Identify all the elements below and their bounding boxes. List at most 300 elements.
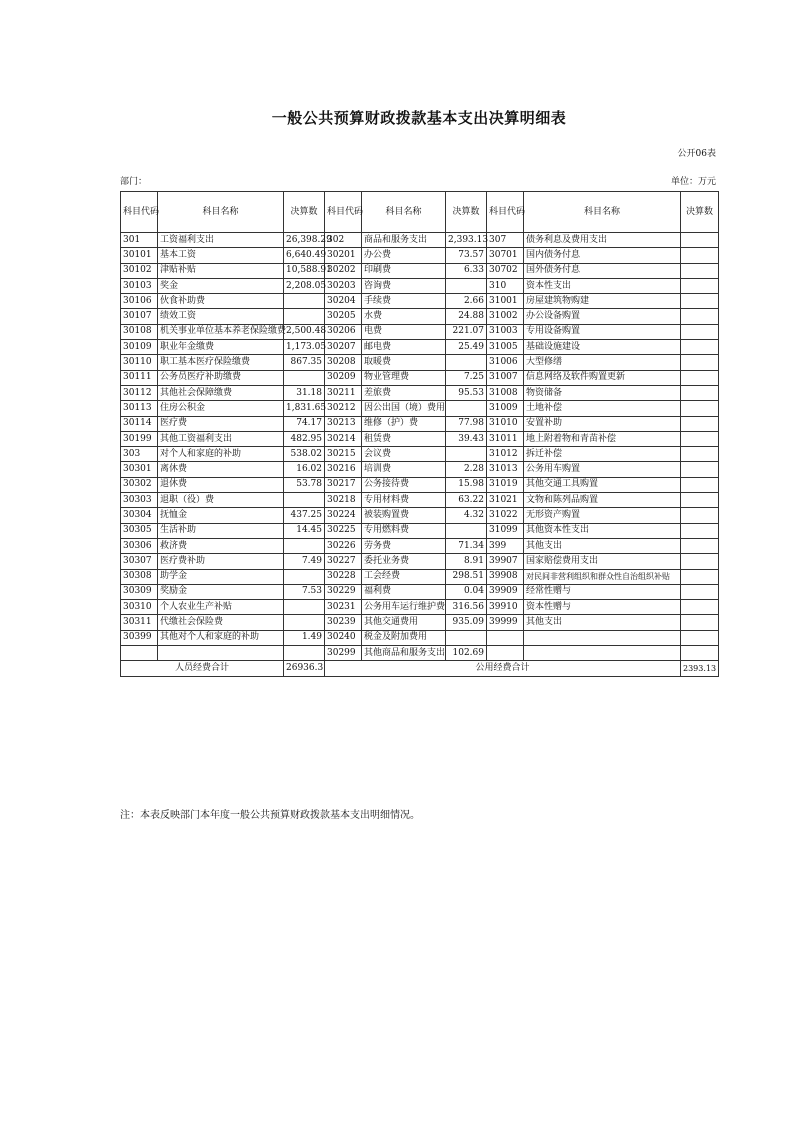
subject-code-cell: 30215 xyxy=(325,447,362,462)
table-row xyxy=(121,416,719,431)
subject-code-cell: 30299 xyxy=(325,646,362,661)
table-row xyxy=(121,523,719,538)
subject-code-cell: 31012 xyxy=(487,447,524,462)
amount-cell: 867.35 xyxy=(284,355,325,370)
table-row xyxy=(121,615,719,630)
amount-cell xyxy=(284,493,325,508)
subject-code-cell: 30103 xyxy=(121,278,158,293)
subject-name-cell: 津贴补贴 xyxy=(158,263,284,278)
subject-name-cell: 大型修缮 xyxy=(524,355,681,370)
table-row xyxy=(121,508,719,523)
amount-cell xyxy=(681,554,719,569)
subject-code-cell xyxy=(487,630,524,645)
amount-cell: 1,831.65 xyxy=(284,401,325,416)
subject-code-cell: 30303 xyxy=(121,493,158,508)
amount-cell: 15.98 xyxy=(446,477,487,492)
subject-code-cell: 31010 xyxy=(487,416,524,431)
subject-code-cell: 30214 xyxy=(325,431,362,446)
subject-code-cell: 30204 xyxy=(325,294,362,309)
table-row xyxy=(121,569,719,584)
amount-cell: 2,500.48 xyxy=(284,324,325,339)
amount-cell: 2,208.05 xyxy=(284,278,325,293)
subject-name-cell: 对民间非营利组织和群众性自治组织补贴 xyxy=(524,569,681,584)
subject-name-cell: 地上附着物和青苗补偿 xyxy=(524,431,681,446)
subject-name-cell: 电费 xyxy=(362,324,446,339)
subject-name-cell: 土地补偿 xyxy=(524,401,681,416)
amount-cell: 298.51 xyxy=(446,569,487,584)
subject-name-cell: 劳务费 xyxy=(362,538,446,553)
subject-code-cell: 31019 xyxy=(487,477,524,492)
subject-code-cell xyxy=(487,646,524,661)
subject-name-cell: 文物和陈列品购置 xyxy=(524,493,681,508)
subject-name-cell: 国外债务付息 xyxy=(524,263,681,278)
subject-code-cell: 30226 xyxy=(325,538,362,553)
subject-name-cell: 奖励金 xyxy=(158,584,284,599)
header-cell: 决算数 xyxy=(681,192,719,233)
amount-cell: 2.66 xyxy=(446,294,487,309)
amount-cell xyxy=(446,630,487,645)
amount-cell: 26,398.29 xyxy=(284,233,325,248)
amount-cell xyxy=(681,401,719,416)
table-row xyxy=(121,324,719,339)
table-row xyxy=(121,278,719,293)
subject-code-cell: 30102 xyxy=(121,263,158,278)
header-cell: 科目名称 xyxy=(158,192,284,233)
table-row xyxy=(121,385,719,400)
amount-cell: 7.49 xyxy=(284,554,325,569)
amount-cell: 437.25 xyxy=(284,508,325,523)
subject-name-cell: 福利费 xyxy=(362,584,446,599)
subject-code-cell: 30108 xyxy=(121,324,158,339)
subject-code-cell: 31003 xyxy=(487,324,524,339)
table-header-row xyxy=(121,192,719,233)
page-title: 一般公共预算财政拨款基本支出决算明细表 xyxy=(271,109,567,127)
subject-code-cell: 30228 xyxy=(325,569,362,584)
table-row xyxy=(121,294,719,309)
subject-code-cell: 30205 xyxy=(325,309,362,324)
personnel-total-label: 人员经费合计 xyxy=(121,661,284,676)
amount-cell: 935.09 xyxy=(446,615,487,630)
subject-code-cell: 31001 xyxy=(487,294,524,309)
amount-cell xyxy=(681,508,719,523)
amount-cell xyxy=(284,538,325,553)
amount-cell xyxy=(681,416,719,431)
amount-cell xyxy=(681,233,719,248)
amount-cell: 6,640.49 xyxy=(284,248,325,263)
subject-code-cell: 31009 xyxy=(487,401,524,416)
subject-name-cell: 公务接待费 xyxy=(362,477,446,492)
subject-name-cell: 生活补助 xyxy=(158,523,284,538)
amount-cell xyxy=(284,615,325,630)
subject-code-cell: 30302 xyxy=(121,477,158,492)
subject-name-cell: 手续费 xyxy=(362,294,446,309)
subject-code-cell: 303 xyxy=(121,447,158,462)
subject-name-cell: 职工基本医疗保险缴费 xyxy=(158,355,284,370)
subject-name-cell: 基础设施建设 xyxy=(524,340,681,355)
amount-cell: 6.33 xyxy=(446,263,487,278)
subject-name-cell: 抚恤金 xyxy=(158,508,284,523)
amount-cell xyxy=(681,477,719,492)
amount-cell xyxy=(681,340,719,355)
subject-code-cell: 310 xyxy=(487,278,524,293)
amount-cell: 316.56 xyxy=(446,600,487,615)
table-row xyxy=(121,248,719,263)
subject-name-cell: 办公费 xyxy=(362,248,446,263)
amount-cell xyxy=(681,615,719,630)
table-row xyxy=(121,355,719,370)
amount-cell: 2.28 xyxy=(446,462,487,477)
subject-code-cell: 30305 xyxy=(121,523,158,538)
amount-cell xyxy=(681,646,719,661)
subject-code-cell: 30111 xyxy=(121,370,158,385)
subject-code-cell: 30701 xyxy=(487,248,524,263)
table-row xyxy=(121,600,719,615)
table-row xyxy=(121,431,719,446)
header-cell: 科目名称 xyxy=(362,192,446,233)
amount-cell xyxy=(284,294,325,309)
amount-cell: 63.22 xyxy=(446,493,487,508)
subject-code-cell: 30206 xyxy=(325,324,362,339)
table-row xyxy=(121,630,719,645)
subject-name-cell: 差旅费 xyxy=(362,385,446,400)
subject-name-cell: 医疗费补助 xyxy=(158,554,284,569)
subject-code-cell: 30307 xyxy=(121,554,158,569)
subject-name-cell: 公务用车运行维护费 xyxy=(362,600,446,615)
amount-cell xyxy=(284,309,325,324)
amount-cell xyxy=(681,569,719,584)
subject-name-cell: 租赁费 xyxy=(362,431,446,446)
subject-code-cell: 30213 xyxy=(325,416,362,431)
amount-cell xyxy=(681,278,719,293)
subject-name-cell: 工资福利支出 xyxy=(158,233,284,248)
subject-code-cell: 30218 xyxy=(325,493,362,508)
subject-name-cell: 其他资本性支出 xyxy=(524,523,681,538)
table-row xyxy=(121,493,719,508)
subject-code-cell: 30308 xyxy=(121,569,158,584)
amount-cell: 71.34 xyxy=(446,538,487,553)
personnel-total-value: 26936.3 xyxy=(284,661,325,676)
amount-cell xyxy=(284,600,325,615)
subject-name-cell: 拆迁补偿 xyxy=(524,447,681,462)
subject-name-cell: 住房公积金 xyxy=(158,401,284,416)
subject-code-cell: 39908 xyxy=(487,569,524,584)
subject-name-cell: 物业管理费 xyxy=(362,370,446,385)
subject-name-cell: 其他交通费用 xyxy=(362,615,446,630)
table-row xyxy=(121,584,719,599)
subject-name-cell: 对个人和家庭的补助 xyxy=(158,447,284,462)
subject-code-cell: 301 xyxy=(121,233,158,248)
form-code: 公开06表 xyxy=(677,149,716,159)
unit-label: 单位：万元 xyxy=(670,177,716,187)
amount-cell xyxy=(446,523,487,538)
subject-code-cell: 399 xyxy=(487,538,524,553)
subject-code-cell: 30199 xyxy=(121,431,158,446)
amount-cell: 10,588.91 xyxy=(284,263,325,278)
amount-cell: 73.57 xyxy=(446,248,487,263)
subject-code-cell: 30399 xyxy=(121,630,158,645)
amount-cell: 1.49 xyxy=(284,630,325,645)
amount-cell xyxy=(284,569,325,584)
subject-name-cell: 退职（役）费 xyxy=(158,493,284,508)
table-row xyxy=(121,263,719,278)
subject-name-cell: 因公出国（境）费用 xyxy=(362,401,446,416)
subject-code-cell: 30114 xyxy=(121,416,158,431)
subject-name-cell: 水费 xyxy=(362,309,446,324)
header-cell: 科目代码 xyxy=(121,192,158,233)
subject-name-cell: 其他对个人和家庭的补助 xyxy=(158,630,284,645)
subject-code-cell: 31011 xyxy=(487,431,524,446)
subject-name-cell: 公务用车购置 xyxy=(524,462,681,477)
subject-name-cell: 委托业务费 xyxy=(362,554,446,569)
subject-name-cell: 公务员医疗补助缴费 xyxy=(158,370,284,385)
amount-cell xyxy=(681,630,719,645)
amount-cell: 221.07 xyxy=(446,324,487,339)
subject-name-cell: 专用设备购置 xyxy=(524,324,681,339)
amount-cell xyxy=(681,538,719,553)
subject-name-cell: 助学金 xyxy=(158,569,284,584)
subject-code-cell: 30109 xyxy=(121,340,158,355)
subject-code-cell: 30309 xyxy=(121,584,158,599)
amount-cell xyxy=(681,309,719,324)
subject-name-cell: 退休费 xyxy=(158,477,284,492)
table-row xyxy=(121,309,719,324)
subject-code-cell xyxy=(121,646,158,661)
header-cell: 科目代码 xyxy=(487,192,524,233)
table-row xyxy=(121,401,719,416)
amount-cell xyxy=(681,370,719,385)
subject-code-cell: 30311 xyxy=(121,615,158,630)
subject-name-cell: 被装购置费 xyxy=(362,508,446,523)
subject-name-cell: 机关事业单位基本养老保险缴费 xyxy=(158,324,284,339)
amount-cell: 14.45 xyxy=(284,523,325,538)
subject-name-cell: 经常性赠与 xyxy=(524,584,681,599)
subject-code-cell: 30107 xyxy=(121,309,158,324)
amount-cell xyxy=(681,294,719,309)
subject-code-cell: 30227 xyxy=(325,554,362,569)
subject-code-cell: 30203 xyxy=(325,278,362,293)
amount-cell: 95.53 xyxy=(446,385,487,400)
subject-name-cell: 专用材料费 xyxy=(362,493,446,508)
amount-cell: 25.49 xyxy=(446,340,487,355)
subject-code-cell: 31099 xyxy=(487,523,524,538)
subject-name-cell: 取暖费 xyxy=(362,355,446,370)
amount-cell xyxy=(681,355,719,370)
subject-name-cell: 物资储备 xyxy=(524,385,681,400)
subject-name-cell: 安置补助 xyxy=(524,416,681,431)
amount-cell xyxy=(681,600,719,615)
subject-code-cell: 30304 xyxy=(121,508,158,523)
subject-code-cell: 30113 xyxy=(121,401,158,416)
subject-code-cell: 30209 xyxy=(325,370,362,385)
subject-name-cell: 维修（护）费 xyxy=(362,416,446,431)
subject-code-cell: 31002 xyxy=(487,309,524,324)
subject-name-cell: 基本工资 xyxy=(158,248,284,263)
subject-name-cell: 信息网络及软件购置更新 xyxy=(524,370,681,385)
totals-row xyxy=(121,661,719,676)
department-label: 部门： xyxy=(120,177,148,187)
subject-name-cell: 其他商品和服务支出 xyxy=(362,646,446,661)
subject-code-cell: 30225 xyxy=(325,523,362,538)
subject-name-cell: 绩效工资 xyxy=(158,309,284,324)
subject-code-cell: 30702 xyxy=(487,263,524,278)
expenditure-table xyxy=(120,191,719,677)
subject-name-cell: 奖金 xyxy=(158,278,284,293)
amount-cell: 2,393.13 xyxy=(446,233,487,248)
subject-code-cell: 31022 xyxy=(487,508,524,523)
subject-name-cell: 专用燃料费 xyxy=(362,523,446,538)
subject-code-cell: 31005 xyxy=(487,340,524,355)
subject-code-cell: 30207 xyxy=(325,340,362,355)
header-cell: 决算数 xyxy=(446,192,487,233)
subject-name-cell: 个人农业生产补贴 xyxy=(158,600,284,615)
subject-code-cell: 30202 xyxy=(325,263,362,278)
amount-cell xyxy=(446,355,487,370)
subject-code-cell: 30239 xyxy=(325,615,362,630)
subject-code-cell: 302 xyxy=(325,233,362,248)
subject-code-cell: 307 xyxy=(487,233,524,248)
table-row xyxy=(121,447,719,462)
footnote: 注：本表反映部门本年度一般公共预算财政拨款基本支出明细情况。 xyxy=(120,810,420,821)
table-row xyxy=(121,340,719,355)
subject-name-cell: 无形资产购置 xyxy=(524,508,681,523)
subject-code-cell: 39910 xyxy=(487,600,524,615)
subject-name-cell: 培训费 xyxy=(362,462,446,477)
amount-cell: 538.02 xyxy=(284,447,325,462)
amount-cell: 16.02 xyxy=(284,462,325,477)
amount-cell xyxy=(681,263,719,278)
amount-cell xyxy=(446,278,487,293)
subject-name-cell: 其他社会保障缴费 xyxy=(158,385,284,400)
table-row xyxy=(121,477,719,492)
subject-code-cell: 31013 xyxy=(487,462,524,477)
amount-cell: 0.04 xyxy=(446,584,487,599)
subject-code-cell: 39999 xyxy=(487,615,524,630)
amount-cell: 31.18 xyxy=(284,385,325,400)
amount-cell: 53.78 xyxy=(284,477,325,492)
table-row xyxy=(121,462,719,477)
subject-name-cell: 医疗费 xyxy=(158,416,284,431)
amount-cell: 74.17 xyxy=(284,416,325,431)
amount-cell xyxy=(681,462,719,477)
subject-name-cell: 国内债务付息 xyxy=(524,248,681,263)
public-total-label: 公用经费合计 xyxy=(325,661,681,676)
amount-cell xyxy=(284,370,325,385)
subject-name-cell: 资本性赠与 xyxy=(524,600,681,615)
subject-code-cell: 31008 xyxy=(487,385,524,400)
amount-cell xyxy=(446,401,487,416)
amount-cell xyxy=(681,324,719,339)
header-cell: 科目名称 xyxy=(524,192,681,233)
amount-cell: 24.88 xyxy=(446,309,487,324)
subject-name-cell: 税金及附加费用 xyxy=(362,630,446,645)
amount-cell: 1,173.05 xyxy=(284,340,325,355)
subject-code-cell: 30224 xyxy=(325,508,362,523)
subject-code-cell: 30240 xyxy=(325,630,362,645)
amount-cell: 482.95 xyxy=(284,431,325,446)
subject-name-cell: 代缴社会保险费 xyxy=(158,615,284,630)
subject-name-cell: 债务利息及费用支出 xyxy=(524,233,681,248)
subject-name-cell: 其他交通工具购置 xyxy=(524,477,681,492)
public-total-value: 2393.13 xyxy=(681,661,719,676)
subject-code-cell: 39907 xyxy=(487,554,524,569)
amount-cell: 4.32 xyxy=(446,508,487,523)
subject-code-cell: 30212 xyxy=(325,401,362,416)
subject-name-cell: 印刷费 xyxy=(362,263,446,278)
subject-code-cell: 30208 xyxy=(325,355,362,370)
subject-name-cell: 国家赔偿费用支出 xyxy=(524,554,681,569)
subject-name-cell: 伙食补助费 xyxy=(158,294,284,309)
subject-name-cell: 办公设备购置 xyxy=(524,309,681,324)
amount-cell xyxy=(681,431,719,446)
amount-cell: 7.25 xyxy=(446,370,487,385)
subject-code-cell: 31021 xyxy=(487,493,524,508)
subject-code-cell: 30216 xyxy=(325,462,362,477)
amount-cell xyxy=(681,385,719,400)
subject-name-cell: 邮电费 xyxy=(362,340,446,355)
subject-code-cell: 31007 xyxy=(487,370,524,385)
subject-name-cell: 职业年金缴费 xyxy=(158,340,284,355)
subject-code-cell: 30301 xyxy=(121,462,158,477)
subject-name-cell: 资本性支出 xyxy=(524,278,681,293)
subject-code-cell: 30101 xyxy=(121,248,158,263)
amount-cell xyxy=(681,447,719,462)
subject-name-cell: 其他支出 xyxy=(524,538,681,553)
header-cell: 科目代码 xyxy=(325,192,362,233)
amount-cell xyxy=(681,493,719,508)
subject-code-cell: 30310 xyxy=(121,600,158,615)
subject-name-cell xyxy=(524,646,681,661)
subject-name-cell: 其他工资福利支出 xyxy=(158,431,284,446)
amount-cell: 8.91 xyxy=(446,554,487,569)
table-row xyxy=(121,370,719,385)
subject-code-cell: 30110 xyxy=(121,355,158,370)
subject-code-cell: 30231 xyxy=(325,600,362,615)
amount-cell: 77.98 xyxy=(446,416,487,431)
table-row xyxy=(121,538,719,553)
subject-name-cell: 会议费 xyxy=(362,447,446,462)
subject-code-cell: 30106 xyxy=(121,294,158,309)
amount-cell xyxy=(446,447,487,462)
table-row xyxy=(121,554,719,569)
subject-code-cell: 30211 xyxy=(325,385,362,400)
amount-cell xyxy=(284,646,325,661)
subject-code-cell: 30306 xyxy=(121,538,158,553)
table-row xyxy=(121,233,719,248)
amount-cell xyxy=(681,523,719,538)
amount-cell: 39.43 xyxy=(446,431,487,446)
subject-name-cell: 商品和服务支出 xyxy=(362,233,446,248)
header-cell: 决算数 xyxy=(284,192,325,233)
subject-name-cell: 房屋建筑物购建 xyxy=(524,294,681,309)
amount-cell xyxy=(681,248,719,263)
subject-code-cell: 39909 xyxy=(487,584,524,599)
subject-code-cell: 30217 xyxy=(325,477,362,492)
subject-name-cell: 救济费 xyxy=(158,538,284,553)
amount-cell: 7.53 xyxy=(284,584,325,599)
subject-name-cell: 咨询费 xyxy=(362,278,446,293)
subject-name-cell: 工会经费 xyxy=(362,569,446,584)
subject-code-cell: 30112 xyxy=(121,385,158,400)
subject-name-cell xyxy=(524,630,681,645)
subject-code-cell: 30201 xyxy=(325,248,362,263)
subject-code-cell: 30229 xyxy=(325,584,362,599)
subject-code-cell: 31006 xyxy=(487,355,524,370)
amount-cell xyxy=(681,584,719,599)
table-row xyxy=(121,646,719,661)
subject-name-cell: 离休费 xyxy=(158,462,284,477)
amount-cell: 102.69 xyxy=(446,646,487,661)
subject-name-cell: 其他支出 xyxy=(524,615,681,630)
